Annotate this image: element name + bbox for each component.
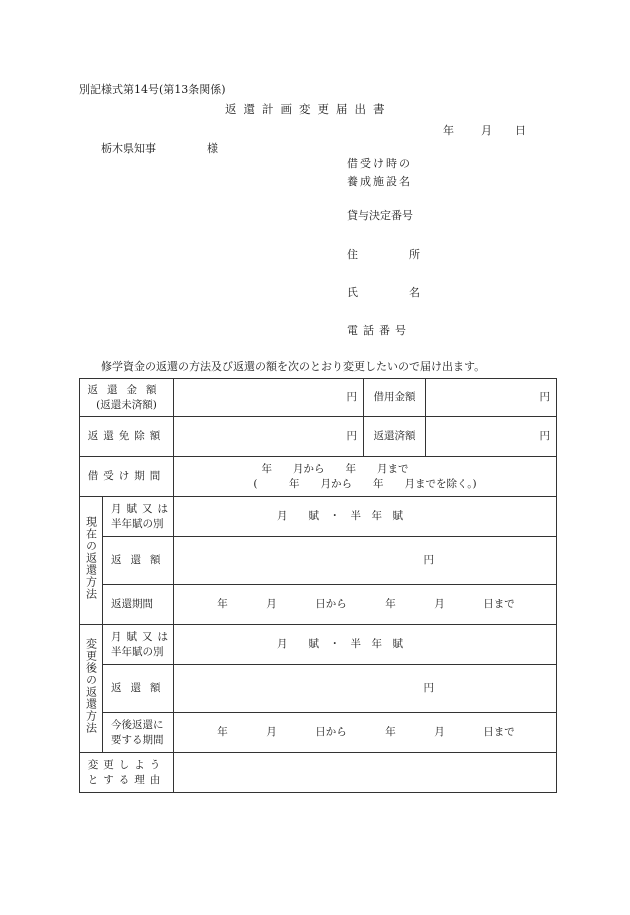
after-method-label: 月賦又は 半年賦の別 — [103, 625, 174, 665]
repay-amount-field[interactable]: 円 — [174, 379, 364, 417]
after-method-row — [80, 625, 557, 665]
current-section-label: 現在の返還方法 — [80, 497, 103, 625]
date-year: 年 — [443, 124, 454, 137]
name-label-1: 氏 — [347, 286, 358, 299]
after-amount-field[interactable]: 円 — [174, 665, 557, 713]
current-period-row — [80, 585, 557, 625]
repaid-label: 返還済額 — [364, 417, 426, 457]
current-period-field[interactable]: 年 月 日から 年 月 日まで — [174, 585, 557, 625]
statement: 修学資金の返還の方法及び返還の額を次のとおり変更したいので届け出ます。 — [101, 360, 486, 373]
borrowed-label: 借用金額 — [364, 379, 426, 417]
reason-field[interactable] — [174, 753, 557, 793]
current-amount-row — [80, 537, 557, 585]
name-label-2: 名 — [409, 286, 420, 299]
exempt-field[interactable]: 円 — [174, 417, 364, 457]
current-method-options[interactable]: 月 賦 ・ 半 年 賦 — [174, 497, 557, 537]
current-amount-label: 返還額 — [103, 537, 174, 585]
addressee: 栃木県知事 — [101, 142, 156, 155]
after-period-field[interactable]: 年 月 日から 年 月 日まで — [174, 713, 557, 753]
repay-amount-row — [80, 379, 557, 417]
current-method-row — [80, 497, 557, 537]
facility-label: 借受け時の 養成施設名 — [347, 157, 412, 188]
form-table — [79, 378, 557, 793]
after-amount-label: 返還額 — [103, 665, 174, 713]
loan-period-field[interactable]: 年 月から 年 月まで ( 年 月から 年 月までを除く。) — [174, 457, 557, 497]
loan-number-label: 貸与決定番号 — [347, 209, 413, 222]
date-month: 月 — [481, 124, 492, 137]
current-period-label: 返還期間 — [103, 585, 174, 625]
exempt-label: 返還免除額 — [80, 417, 174, 457]
form-number: 別記様式第14号(第13条関係) — [79, 83, 226, 96]
honorific: 様 — [207, 142, 218, 155]
repaid-field[interactable]: 円 — [426, 417, 557, 457]
after-period-row — [80, 713, 557, 753]
future-period-label: 今後返還に 要する期間 — [103, 713, 174, 753]
date-day: 日 — [515, 124, 526, 137]
loan-period-row — [80, 457, 557, 497]
after-method-options[interactable]: 月 賦 ・ 半 年 賦 — [174, 625, 557, 665]
reason-row — [80, 753, 557, 793]
borrowed-field[interactable]: 円 — [426, 379, 557, 417]
address-label-2: 所 — [409, 248, 420, 261]
after-section-label: 変更後の返還方法 — [80, 625, 103, 753]
page-title: 返還計画変更届出書 — [225, 102, 392, 116]
exempt-row — [80, 417, 557, 457]
repay-amount-label: 返還金額 (返還未済額) — [80, 379, 174, 417]
loan-period-label: 借受け期間 — [80, 457, 174, 497]
address-label-1: 住 — [347, 248, 358, 261]
current-amount-field[interactable]: 円 — [174, 537, 557, 585]
after-amount-row — [80, 665, 557, 713]
current-method-label: 月賦又は 半年賦の別 — [103, 497, 174, 537]
reason-label: 変更しよう とする理由 — [80, 753, 174, 793]
phone-label: 電話番号 — [347, 324, 411, 337]
